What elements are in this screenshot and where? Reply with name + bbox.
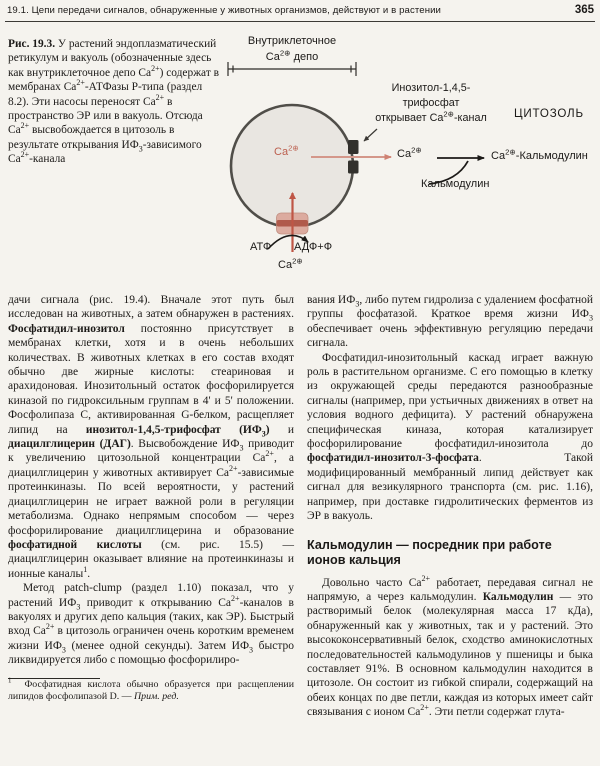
footnote <box>8 679 294 704</box>
paragraph: Метод patch-clump (раздел 1.10) показал, что у растений $ИФ_3$ приводит к открыванию $Ca^{2+}$-каналов в вакуолях и других депо кальция (таких, как ЭР). Быстрый вход $Ca^{2+}$ в цитозоль ограничен очень коротким временем жизни $ИФ_3$ (менее одной секунды). Затем $ИФ_3$ быстро ликвидируется либо с помощью фосфорилиро- <box>8 582 294 667</box>
footnote-text: Фосфатидная кислота обычно образуется при расщеплении липидов фосфолипазой D. — Прим. ред. <box>8 678 294 703</box>
section-heading: Кальмодулин — посредник при работе ионов кальция <box>307 537 552 567</box>
atp-label: АТФ <box>250 241 272 253</box>
paragraph: Фосфатидил-инозитольный каскад играет важную роль в растительном организме. С его помощью в клетку из окружающей среды передаются разнообразные сигналы (например, при устьичных движениях в ответ на условия водного дефицита). У растений обнаружена специфическая киназа, которая катализирует фосфорилирование фосфатидил-инозитола до фосфатидил-инозитол-3-фосфата. Такой модифицированный мембранный липид действует как сигнал для везикулярного транспорта (см. рис. 1.16), например, при доставке гидролитических ферментов из ЭР в вакуоль. <box>307 351 593 523</box>
store-label-line1: Внутриклеточное <box>247 35 337 47</box>
page-header <box>7 4 594 16</box>
ip3-channel-label: Инозитол-1,4,5- трифосфат открывает $Ca^{2\oplus}$-канал <box>375 82 487 124</box>
store-label-line2: $Ca^{2\oplus}$ депо <box>265 48 319 63</box>
footnote-marker: 1 <box>8 677 12 685</box>
paragraph: вания $ИФ_3$, либо путем гидролиза с удалением фосфатной группы фосфатазой. Краткое время жизни $ИФ_3$ обеспечивает очень эффективную регуляцию передачи сигнала. <box>307 294 594 350</box>
running-head: 19.1. Цепи передачи сигналов, обнаруженные у животных организмов, действуют и в растении <box>7 5 442 16</box>
header-rule <box>5 21 595 22</box>
right-column <box>307 293 593 720</box>
calcium-released-label: $Ca^{2\oplus}$ <box>397 145 422 160</box>
left-column <box>8 293 294 720</box>
calcium-bottom-label: $Ca^{2\oplus}$ <box>278 256 303 271</box>
paragraph: дачи сигнала (рис. 19.4). Вначале этот путь был исследован на животных, а затем обнаружен в растениях. Фосфатидил-инозитол постоянно присутствует в мембранах клетки, хотя и в очень небольших количествах. В животных клетках в его состав входят обычно две жирные кислоты: стеариновая и арахидоновая. Инозитольный остаток фосфорилируется киназой по гидроксильным группам в 4' и 5' положении. Фосфолипаза C, активированная G-белком, расщепляет липид на инозитол-1,4,5-трифосфат $(ИФ_3)$ и диацилглицерин (ДАГ). Высвобождение $ИФ_3$ приводит к увеличению цитозольной концентрации $Ca^{2+}$, а диацилглицерин у животных активирует $Ca^{2+}$-зависимые протеинкиназы. По всей вероятности, у растений диацилглицерин не играет важной роли в регуляции метаболизма. Однако непрямым способом — через фосфорилирование диацилглицерина и образование фосфатидной кислоты (см. рис. 15.5) — диацилглицерин оказывает влияние на протеинкиназы и ионные каналы$^1$. <box>8 294 295 580</box>
cytosol-label: ЦИТОЗОЛЬ <box>514 107 584 120</box>
figure-caption: Рис. 19.3. У растений эндоплазматический ретикулум и вакуоль (обозначенные здесь как внутриклеточное депо $Ca^{2+}$) содержат в мембранах $Ca^{2+}$-АТФазы P-типа (раздел 8.2). Эти насосы переносят $Ca^{2+}$ в пространство ЭР или в вакуоль. Отсюда $Ca^{2+}$ высвобождается в цитозоль в результате открывания $ИФ_3$-зависимого $Ca^{2+}$-канала <box>8 38 220 166</box>
page-number: 365 <box>574 4 594 16</box>
figure-diagram <box>225 30 600 292</box>
calcium-inside-label: $Ca^{2\oplus}$ <box>274 143 299 158</box>
channel-pointer-arrow <box>364 129 377 141</box>
adp-label: АДФ+Ф <box>294 241 333 253</box>
calmodulin-label: Кальмодулин <box>421 178 490 190</box>
body-columns <box>8 293 594 720</box>
store-label <box>225 33 359 65</box>
calcium-calmodulin-label: $Ca^{2\oplus}$-Кальмодулин <box>491 147 588 162</box>
paragraph: Довольно часто $Ca^{2+}$ работает, передавая сигнал не напрямую, а через кальмодулин. Кальмодулин — это растворимый белок (молекулярная масса 17 кДа), обнаруженный как у животных, так и у растений. Это высококонсервативный белок, сходство аминокислотных последовательностей кальмодулинов у пшеницы и быка составляет 91%. В основном кальмодулин находится в цитозоле. Он состоит из гибкой спирали, содержащий на обеих концах по две петли, каждая из которых имеет сайт связывания с ионом $Ca^{2+}$. Эти петли содержат глута- <box>307 573 594 719</box>
